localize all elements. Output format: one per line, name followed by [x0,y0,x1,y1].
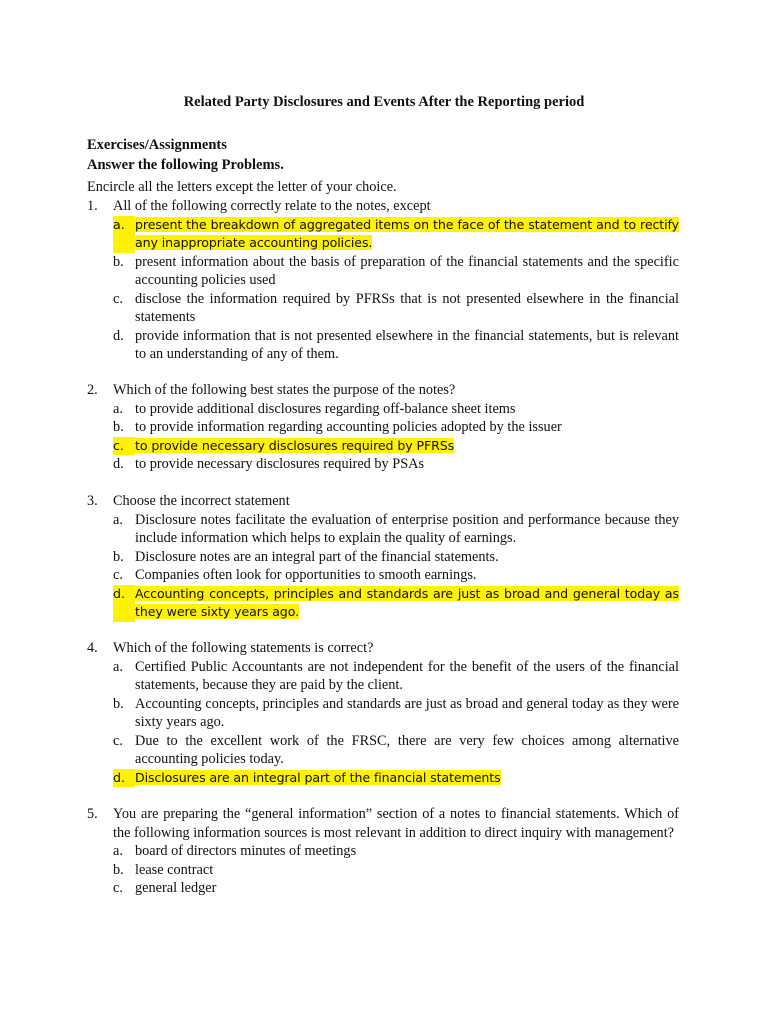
option [113,732,679,769]
option [113,253,679,290]
option-letter: c. [113,567,123,583]
option-letter: d. [113,327,124,344]
option-letter: d. [113,769,135,788]
question-text: All of the following correctly relate to the notes, except [113,198,431,214]
instruction-text: Encircle all the letters except the letter of your choice. [87,179,397,195]
option-letter: c. [113,880,123,896]
option-letter: d. [113,456,124,472]
option-text: Accounting concepts, principles and standards are just as broad and general today as they were sixty years ago. [135,695,679,730]
option-letter: b. [113,861,124,878]
option-letter: b. [113,253,124,270]
question-3 [87,492,679,622]
option-text: Disclosures are an integral part of the financial statements [135,769,501,785]
option-text: to provide necessary disclosures required by PSAs [135,456,425,472]
section-heading: Exercises/Assignments [87,137,227,153]
option-letter: c. [113,437,135,456]
option-letter: d. [113,585,135,622]
option-text: Certified Public Accountants are not independent for the benefit of the users of the financial statements, because they are paid by the client. [135,658,679,693]
subheading: Answer the following Problems. [87,157,284,173]
question-number: 2. [87,382,98,398]
option-text: Due to the excellent work of the FRSC, there are very few choices among alternative accounting policies today. [135,732,679,767]
option [113,658,679,695]
option-text: to provide necessary disclosures required by PFRSs [135,437,455,453]
option-text: disclose the information required by PFRSs that is not presented elsewhere in the financial statements [135,290,679,325]
option-letter: b. [113,695,124,712]
option [113,566,679,585]
option [113,327,679,364]
option-letter: c. [113,290,123,307]
option-highlighted [113,585,679,622]
option [113,842,679,861]
option-letter: a. [113,843,123,859]
option-text: present the breakdown of aggregated items on the face of the statement and to rectify any inappropriate accounting policies. [135,216,679,250]
question-number: 3. [87,493,98,509]
question-text: Which of the following statements is correct? [113,640,374,656]
option [113,290,679,327]
option [113,511,679,548]
option-letter: a. [113,658,123,675]
option [113,548,679,567]
question-2 [87,381,679,474]
question-4 [87,639,679,787]
page-title: Related Party Disclosures and Events After the Reporting period [183,94,585,110]
question-number: 1. [87,198,98,214]
option-text: lease contract [135,861,214,878]
question-text: Which of the following best states the purpose of the notes? [113,382,456,398]
option-text: Disclosure notes are an integral part of the financial statements. [135,548,499,565]
option [113,695,679,732]
option-text: general ledger [135,880,217,896]
question-text: Choose the incorrect statement [113,493,290,509]
option [113,455,679,474]
question-text: You are preparing the “general information” section of a notes to financial statements. Which of the following information sources is most relevant in addition to direct inquiry with management? [113,806,679,841]
option-letter: a. [113,216,135,253]
option-highlighted [113,437,679,456]
option-letter: b. [113,548,124,565]
option-text: to provide information regarding accounting policies adopted by the issuer [135,419,562,435]
option [113,418,679,437]
option-highlighted [113,216,679,253]
option-text: Disclosure notes facilitate the evaluation of enterprise position and performance because they include information which helps to explain the quality of earnings. [135,511,679,546]
option-letter: c. [113,732,123,749]
option [113,400,679,419]
question-5 [87,805,679,898]
option-letter: a. [113,400,123,417]
question-1 [87,197,679,364]
option-text: present information about the basis of preparation of the financial statements and the specific accounting policies used [135,253,679,288]
option-text: Companies often look for opportunities to smooth earnings. [135,567,477,583]
question-number: 5. [87,806,98,822]
option-text: provide information that is not presented elsewhere in the financial statements, but is relevant to an understanding of any of them. [135,327,679,362]
option-letter: a. [113,511,123,528]
question-number: 4. [87,640,98,656]
option-highlighted [113,769,679,788]
option-text: board of directors minutes of meetings [135,843,357,859]
option [113,879,679,898]
option-text: to provide additional disclosures regarding off-balance sheet items [135,400,516,417]
option-letter: b. [113,419,124,435]
option-text: Accounting concepts, principles and standards are just as broad and general today as they were sixty years ago. [135,585,679,619]
option [113,861,679,880]
